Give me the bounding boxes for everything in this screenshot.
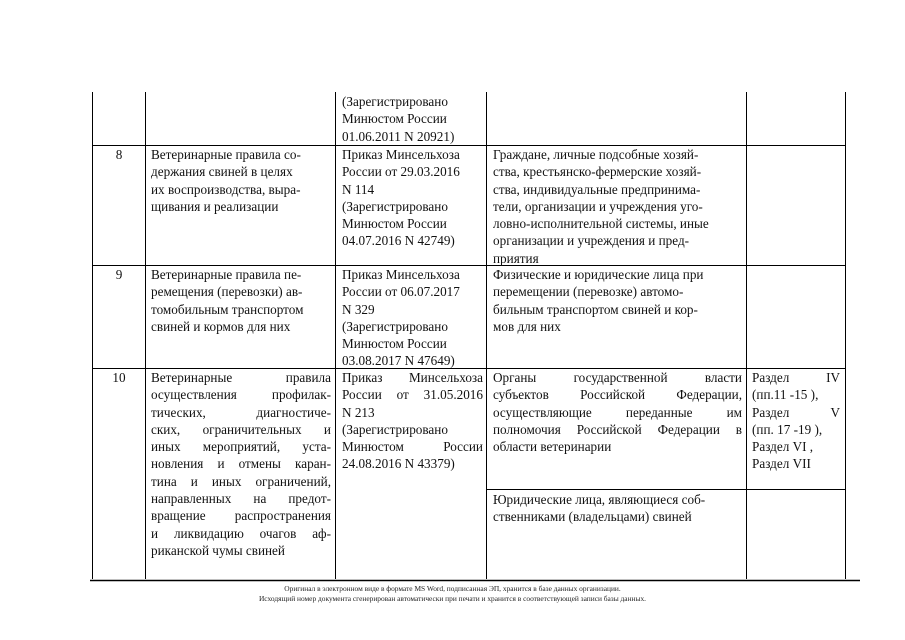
subjects-line: ства, крестьянско-фермерские хозяй- bbox=[493, 164, 702, 180]
title-line: новления и отмены каран- bbox=[151, 456, 331, 472]
title-line: риканской чумы свиней bbox=[151, 542, 285, 558]
order-line: Минюстом России bbox=[342, 336, 447, 352]
subjects-line: субъектов Российской Федерации, bbox=[493, 387, 742, 403]
row-8-number: 8 bbox=[115, 147, 123, 162]
title-line: тина и иных ограничений, bbox=[151, 473, 331, 489]
title-line: держания свиней в целях bbox=[151, 164, 293, 180]
subjects-line: мов для них bbox=[493, 318, 561, 334]
order-line: Приказ Минсельхоза bbox=[342, 147, 460, 162]
sections-line: Раздел VI , bbox=[752, 439, 814, 455]
title-line: и ликвидацию очагов аф- bbox=[151, 525, 331, 541]
order-line: Приказ Минсельхоза bbox=[342, 267, 460, 282]
subjects-line: приятия bbox=[493, 250, 539, 266]
title-line: ских, ограничительных и bbox=[151, 421, 331, 437]
order-line: (Зарегистрировано bbox=[342, 94, 448, 109]
subjects-line: Юридические лица, являющиеся соб- bbox=[493, 492, 706, 507]
title-line: щивания и реализации bbox=[151, 198, 279, 214]
row-0-order bbox=[342, 93, 484, 145]
title-line: иных мероприятий, уста- bbox=[151, 439, 331, 455]
order-line: N 329 bbox=[342, 301, 375, 317]
subjects-line: ства, индивидуальные предпринима- bbox=[493, 181, 701, 197]
footer-note-number: Исходящий номер документа сгенерирован автоматически при печати и хранится в соответствующей записи базы данных. bbox=[258, 594, 647, 603]
row-8-order bbox=[342, 146, 484, 250]
subjects-line: бильным транспортом свиней и кор- bbox=[493, 301, 698, 317]
order-line: N 213 bbox=[342, 404, 375, 420]
order-line: Приказ Минсельхоза bbox=[342, 370, 483, 385]
order-line: 01.06.2011 N 20921) bbox=[342, 128, 455, 144]
title-line: их воспроизводства, выра- bbox=[151, 181, 301, 197]
subjects-line: ственниками (владельцами) свиней bbox=[493, 509, 692, 525]
order-line: Минюстом России bbox=[342, 216, 447, 232]
order-line: 03.08.2017 N 47649) bbox=[342, 353, 455, 369]
sections-line: Раздел V bbox=[752, 404, 840, 420]
row-9-order bbox=[342, 266, 484, 370]
row-10-subjects-extra bbox=[493, 491, 744, 526]
title-line: Ветеринарные правила bbox=[151, 370, 331, 385]
sections-line: (пп.11 -15 ), bbox=[752, 387, 819, 403]
title-line: свиней и кормов для них bbox=[151, 318, 291, 334]
order-line: 04.07.2016 N 42749) bbox=[342, 233, 455, 249]
order-line: (Зарегистрировано bbox=[342, 421, 448, 437]
subjects-line: Физические и юридические лица при bbox=[493, 267, 704, 282]
title-line: направленных на предот- bbox=[151, 491, 331, 507]
title-line: Ветеринарные правила пе- bbox=[151, 267, 302, 282]
title-line: вращение распространения bbox=[151, 508, 331, 524]
subjects-line: Граждане, личные подсобные хозяй- bbox=[493, 147, 699, 162]
subjects-line: тели, организации и учреждения уго- bbox=[493, 198, 703, 214]
row-10-order bbox=[342, 369, 483, 473]
title-line: Ветеринарные правила со- bbox=[151, 147, 301, 162]
row-9-title bbox=[151, 266, 333, 335]
subjects-line: Органы государственной власти bbox=[493, 370, 742, 385]
sections-line: Раздел IV bbox=[752, 370, 840, 385]
title-line: томобильным транспортом bbox=[151, 301, 304, 317]
row-9-number: 9 bbox=[115, 267, 123, 282]
footer-note-original: Оригинал в электронном виде в формате MS Word, подписанная ЭП, хранится в базе данных организации. bbox=[284, 584, 621, 593]
row-8-title bbox=[151, 146, 333, 215]
title-line: ремещения (перевозки) ав- bbox=[151, 284, 303, 300]
order-line: (Зарегистрировано bbox=[342, 318, 448, 334]
row-10-sections bbox=[752, 369, 840, 473]
row-10-subjects bbox=[493, 369, 742, 455]
order-line: N 114 bbox=[342, 181, 375, 197]
row-10-number: 10 bbox=[112, 370, 126, 385]
order-line: России от 31.05.2016 bbox=[342, 387, 483, 403]
order-line: России от 29.03.2016 bbox=[342, 164, 460, 180]
subjects-line: организации и учреждения и пред- bbox=[493, 233, 690, 249]
order-line: Минюстом России bbox=[342, 111, 447, 127]
order-line: России от 06.07.2017 bbox=[342, 284, 460, 300]
order-line: (Зарегистрировано bbox=[342, 198, 448, 214]
row-9-subjects bbox=[493, 266, 744, 335]
order-line: Минюстом России bbox=[342, 439, 483, 455]
subjects-line: полномочия Российской Федерации в bbox=[493, 421, 742, 437]
subjects-line: ловно-исполнительной системы, иные bbox=[493, 216, 709, 232]
subjects-line: области ветеринарии bbox=[493, 439, 612, 455]
subjects-line: осуществляющие переданные им bbox=[493, 404, 742, 420]
title-line: осуществления профилак- bbox=[151, 387, 331, 403]
subjects-line: перемещении (перевозке) автомо- bbox=[493, 284, 684, 300]
row-8-subjects bbox=[493, 146, 744, 267]
sections-line: Раздел VII bbox=[752, 456, 811, 472]
title-line: тических, диагностиче- bbox=[151, 404, 331, 420]
sections-line: (пп. 17 -19 ), bbox=[752, 421, 823, 437]
row-10-title bbox=[151, 369, 331, 559]
order-line: 24.08.2016 N 43379) bbox=[342, 456, 455, 472]
